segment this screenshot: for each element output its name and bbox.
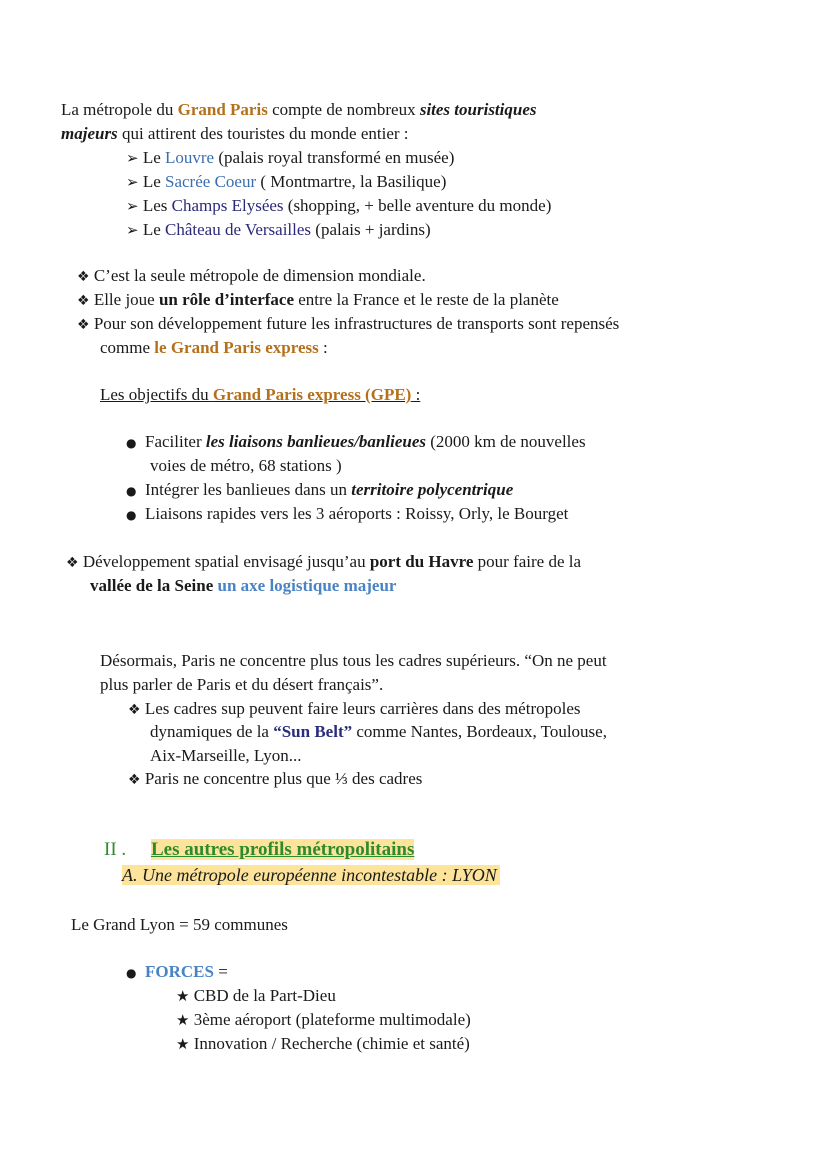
- objective-text: Intégrer les banlieues dans un: [144, 480, 352, 499]
- site-desc: (shopping, + belle aventure du monde): [283, 196, 552, 215]
- cadres-text: plus parler de Paris et du désert français”.: [100, 675, 384, 694]
- cadres-text: dynamiques de la: [150, 722, 274, 741]
- list-item: [126, 170, 446, 194]
- cadres-sub-1: [128, 697, 581, 722]
- point-3: [77, 312, 619, 337]
- heading-text: :: [411, 385, 421, 404]
- point-text: :: [318, 338, 328, 357]
- star-bullet-icon: ★: [176, 1011, 190, 1029]
- point-text: comme: [100, 338, 155, 357]
- cadres-sub-1-cont: [150, 720, 607, 744]
- site-desc: ( Montmartre, la Basilique): [256, 172, 447, 191]
- point-2: [77, 288, 559, 313]
- subsection-title: A. Une métropole européenne incontestable : LYON: [122, 865, 500, 885]
- arrow-bullet-icon: ➢: [126, 173, 139, 191]
- dot-bullet-icon: ●: [126, 436, 137, 450]
- objective-1-cont: [150, 454, 342, 478]
- diamond-bullet-icon: ❖: [77, 269, 90, 285]
- heading-text: Les objectifs du: [100, 385, 213, 404]
- list-item: [126, 146, 454, 170]
- list-item: [126, 218, 431, 242]
- arrow-bullet-icon: ➢: [126, 149, 139, 167]
- force-text: Innovation / Recherche (chimie et santé): [193, 1034, 470, 1053]
- havre-point: [66, 550, 581, 575]
- vallee-seine-emphasis: vallée de la Seine: [90, 576, 214, 595]
- section-numeral: II .: [104, 839, 127, 860]
- intro-text: La métropole du: [61, 100, 178, 119]
- section-title: Les autres profils métropolitains: [151, 839, 415, 860]
- axe-logistique-highlight: un axe logistique majeur: [217, 576, 397, 595]
- cadres-text: Paris ne concentre plus que ⅓ des cadres: [144, 769, 423, 788]
- force-text: 3ème aéroport (plateforme multimodale): [193, 1010, 471, 1029]
- gpe-highlight: le Grand Paris express: [154, 338, 319, 357]
- objective-text: (2000 km de nouvelles: [425, 432, 586, 451]
- site-desc: (palais royal transformé en musée): [214, 148, 455, 167]
- site-name: Château de Versailles: [165, 220, 312, 239]
- objective-text: Liaisons rapides vers les 3 aéroports : Roissy, Orly, le Bourget: [144, 504, 569, 523]
- objective-1: [126, 430, 586, 455]
- forces-eq: =: [213, 962, 228, 981]
- force-text: CBD de la Part-Dieu: [193, 986, 336, 1005]
- cadres-line-1: [100, 649, 607, 673]
- site-name: Sacrée Coeur: [165, 172, 257, 191]
- point-text: entre la France et le reste de la planète: [294, 290, 559, 309]
- item-prefix: Le: [142, 220, 166, 239]
- force-item: [176, 984, 336, 1008]
- item-prefix: Les: [142, 196, 172, 215]
- item-prefix: Le: [142, 148, 166, 167]
- section-heading: [104, 838, 126, 862]
- cadres-line-2: [100, 673, 383, 697]
- havre-text: Développement spatial envisagé jusqu’au: [82, 552, 370, 571]
- port-havre-emphasis: port du Havre: [369, 552, 474, 571]
- gpe-title-highlight: Grand Paris express (GPE): [212, 385, 412, 404]
- lyon-communes: [71, 913, 288, 937]
- point-text: C’est la seule métropole de dimension mondiale.: [93, 266, 426, 285]
- cadres-sub-2: [128, 767, 422, 792]
- dot-bullet-icon: ●: [126, 966, 137, 980]
- havre-text: pour faire de la: [473, 552, 582, 571]
- force-item: [176, 1032, 470, 1056]
- diamond-bullet-icon: ❖: [128, 702, 141, 718]
- star-bullet-icon: ★: [176, 1035, 190, 1053]
- objective-text: Faciliter: [144, 432, 206, 451]
- star-bullet-icon: ★: [176, 987, 190, 1005]
- cadres-text: Les cadres sup peuvent faire leurs carrières dans des métropoles: [144, 699, 581, 718]
- intro-line-1: [61, 98, 537, 122]
- dot-bullet-icon: ●: [126, 508, 137, 522]
- force-item: [176, 1008, 471, 1032]
- subsection-title-wrap: [122, 863, 500, 887]
- diamond-bullet-icon: ❖: [77, 293, 90, 309]
- arrow-bullet-icon: ➢: [126, 221, 139, 239]
- majeurs-emphasis: majeurs: [61, 124, 118, 143]
- grand-paris-highlight: Grand Paris: [177, 100, 268, 119]
- arrow-bullet-icon: ➢: [126, 197, 139, 215]
- intro-line-2: [61, 122, 409, 146]
- diamond-bullet-icon: ❖: [66, 555, 79, 571]
- objective-2: [126, 478, 513, 503]
- forces-label: FORCES: [144, 962, 214, 981]
- communes-text: Le Grand Lyon = 59 communes: [71, 915, 288, 934]
- dot-bullet-icon: ●: [126, 484, 137, 498]
- list-item: [126, 194, 551, 218]
- site-name: Louvre: [165, 148, 215, 167]
- diamond-bullet-icon: ❖: [77, 317, 90, 333]
- polycentrique-emphasis: territoire polycentrique: [351, 480, 514, 499]
- havre-point-cont: [90, 574, 396, 598]
- cadres-text: Aix-Marseille, Lyon...: [150, 746, 302, 765]
- sites-touristiques-emphasis: sites touristiques: [419, 100, 537, 119]
- objective-text: voies de métro, 68 stations ): [150, 456, 342, 475]
- interface-emphasis: un rôle d’interface: [158, 290, 294, 309]
- forces-item: [126, 960, 228, 985]
- cadres-text: Désormais, Paris ne concentre plus tous les cadres supérieurs. “On ne peut: [100, 651, 607, 670]
- gpe-heading: [100, 383, 420, 407]
- section-title-wrap: [151, 838, 414, 862]
- point-3-cont: [100, 336, 328, 360]
- cadres-text: comme Nantes, Bordeaux, Toulouse,: [352, 722, 607, 741]
- site-name: Champs Elysées: [171, 196, 284, 215]
- sun-belt-highlight: “Sun Belt”: [273, 722, 353, 741]
- diamond-bullet-icon: ❖: [128, 772, 141, 788]
- objective-3: [126, 502, 568, 527]
- point-1: [77, 264, 426, 289]
- item-prefix: Le: [142, 172, 166, 191]
- intro-text: qui attirent des touristes du monde entier :: [117, 124, 409, 143]
- site-desc: (palais + jardins): [311, 220, 431, 239]
- cadres-sub-1-cont2: [150, 744, 302, 768]
- liaisons-emphasis: les liaisons banlieues/banlieues: [205, 432, 426, 451]
- point-text: Pour son développement future les infrastructures de transports sont repensés: [93, 314, 620, 333]
- point-text: Elle joue: [93, 290, 159, 309]
- intro-text: compte de nombreux: [267, 100, 420, 119]
